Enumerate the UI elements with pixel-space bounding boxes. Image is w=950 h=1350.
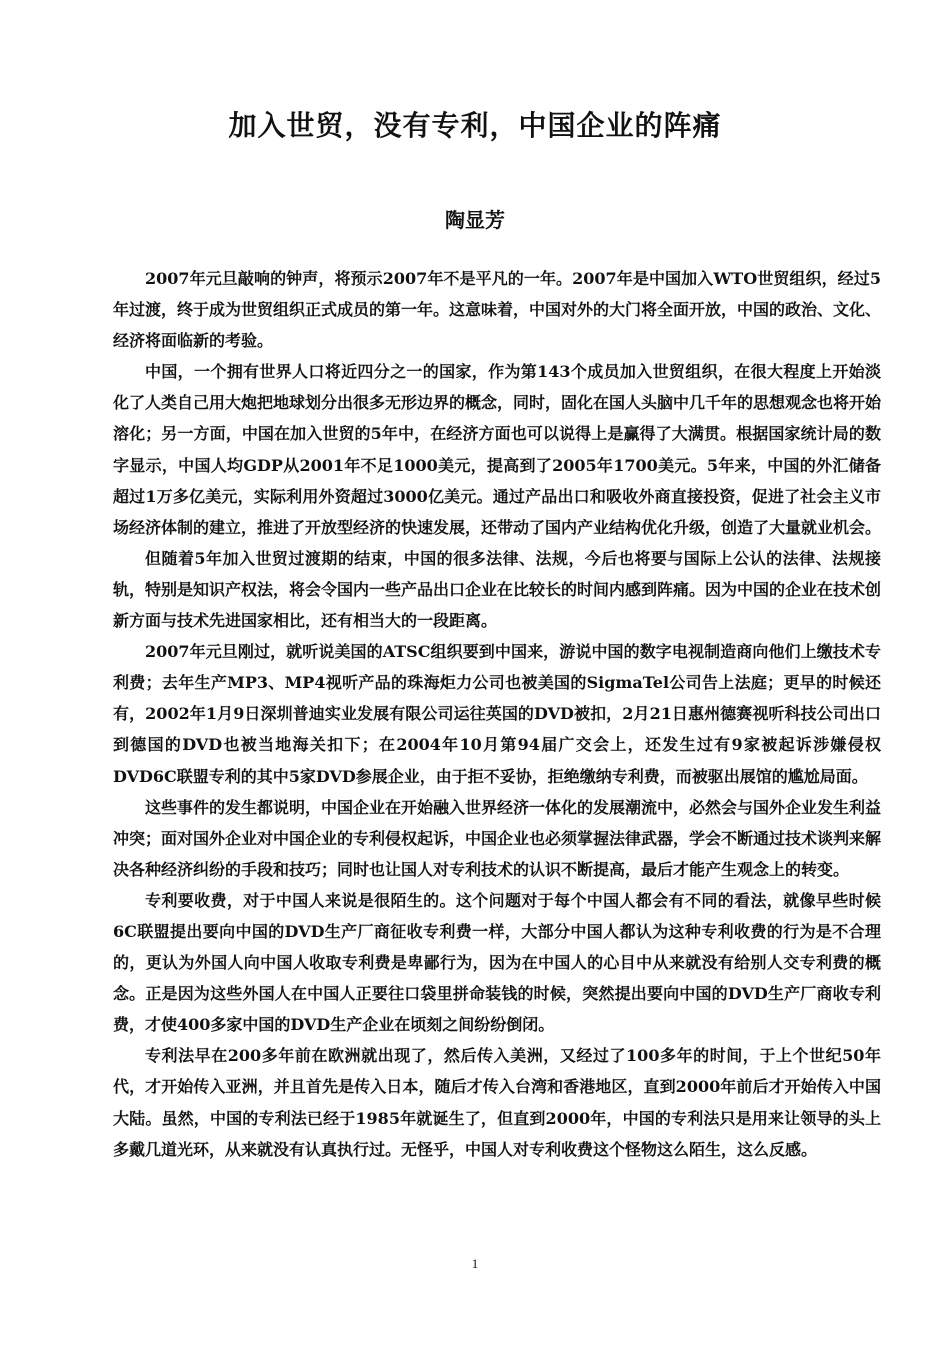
paragraph: 2007年元旦刚过，就听说美国的ATSC组织要到中国来，游说中国的数字电视制造商向他们上缴技术专利费；去年生产MP3、MP4视听产品的珠海炬力公司也被美国的SigmaTel公司告上法庭；更早的时候还有，2002年1月9日深圳普迪实业发展有限公司运往英国的DVD被扣，2月21日惠州德赛视听科技公司出口到德国的DVD也被当地海关扣下；在2004年10月第94届广交会上，还发生过有9家被起诉涉嫌侵权DVD6C联盟专利的其中5家DVD参展企业，由于拒不妥协，拒绝缴纳专利费，而被驱出展馆的尴尬局面。: [113, 642, 881, 786]
paragraph: 专利法早在200多年前在欧洲就出现了，然后传入美洲，又经过了100多年的时间，于上个世纪50年代，才开始传入亚洲，并且首先是传入日本，随后才传入台湾和香港地区，直到2000年前后才开始传入中国大陆。虽然，中国的专利法已经于1985年就诞生了，但直到2000年，中国的专利法只是用来让领导的头上多戴几道光环，从来就没有认真执行过。无怪乎，中国人对专利收费这个怪物这么陌生，这么反感。: [113, 1046, 881, 1159]
article-body: [113, 263, 881, 1165]
paragraph: 这些事件的发生都说明，中国企业在开始融入世界经济一体化的发展潮流中，必然会与国外企业发生利益冲突；面对国外企业对中国企业的专利侵权起诉，中国企业也必须掌握法律武器，学会不断通过技术谈判来解决各种经济纠纷的手段和技巧；同时也让国人对专利技术的认识不断提高，最后才能产生观念上的转变。: [113, 797, 882, 879]
page-title: 加入世贸，没有专利，中国企业的阵痛: [228, 109, 722, 142]
paragraph: 中国，一个拥有世界人口将近四分之一的国家，作为第143个成员加入世贸组织，在很大程度上开始淡化了人类自己用大炮把地球划分出很多无形边界的概念，同时，固化在国人头脑中几千年的思想观念也将开始溶化；另一方面，中国在加入世贸的5年中，在经济方面也可以说得上是赢得了大满贯。根据国家统计局的数字显示，中国人均GDP从2001年不足1000美元，提高到了2005年1700美元。5年来，中国的外汇储备超过1万多亿美元，实际利用外资超过3000亿美元。通过产品出口和吸收外商直接投资，促进了社会主义市场经济体制的建立，推进了开放型经济的快速发展，还带动了国内产业结构优化升级，创造了大量就业机会。: [113, 362, 882, 537]
paragraph: 但随着5年加入世贸过渡期的结束，中国的很多法律、法规，今后也将要与国际上公认的法律、法规接轨，特别是知识产权法，将会令国内一些产品出口企业在比较长的时间内感到阵痛。因为中国的企业在技术创新方面与技术先进国家相比，还有相当大的一段距离。: [113, 548, 882, 631]
page-number: 1: [471, 1256, 479, 1271]
paragraph: 专利要收费，对于中国人来说是很陌生的。这个问题对于每个中国人都会有不同的看法，就像早些时候6C联盟提出要向中国的DVD生产厂商征收专利费一样，大部分中国人都认为这种专利收费的行为是不合理的，更认为外国人向中国人收取专利费是卑鄙行为，因为在中国人的心目中从来就没有给别人交专利费的概念。正是因为这些外国人在中国人正要往口袋里拼命装钱的时候，突然提出要向中国的DVD生产厂商收专利费，才使400多家中国的DVD生产企业在顷刻之间纷纷倒闭。: [113, 890, 881, 1035]
paragraph: 2007年元旦敲响的钟声，将预示2007年不是平凡的一年。2007年是中国加入WTO世贸组织，经过5年过渡，终于成为世贸组织正式成员的第一年。这意味着，中国对外的大门将全面开放，中国的政治、文化、经济将面临新的考验。: [113, 269, 882, 351]
author-name: 陶显芳: [445, 208, 505, 232]
